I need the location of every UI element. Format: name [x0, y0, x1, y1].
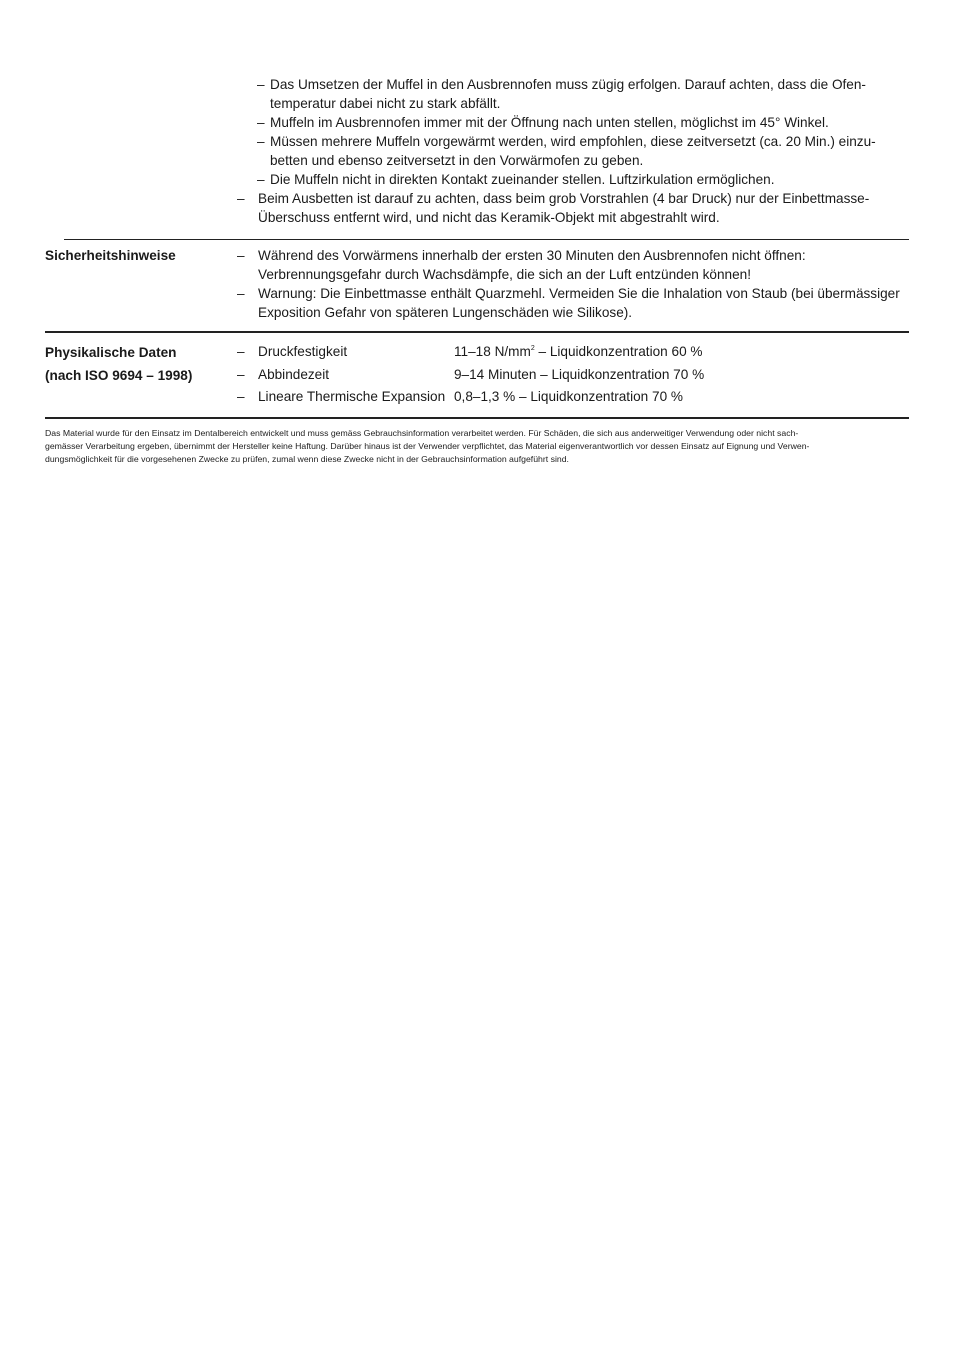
table-row — [237, 386, 909, 409]
list-item — [237, 246, 909, 284]
list-dash: – — [237, 191, 245, 206]
section-divider — [45, 331, 909, 333]
list-item — [257, 170, 909, 189]
property-name: Abbindezeit — [258, 366, 330, 382]
list-dash: – — [237, 248, 245, 263]
table-row — [237, 341, 909, 364]
physical-heading — [45, 341, 192, 387]
disclaimer — [45, 427, 915, 467]
list-item-text: Exposition Gefahr von späteren Lungenschäden wie Silikose). — [258, 305, 633, 320]
disclaimer-line: dungsmöglichkeit für die vorgesehenen Zwecke zu prüfen, zumal wenn diese Zwecke nicht in der Gebrauchsinformation aufgeführt sind. — [45, 454, 569, 465]
section-divider — [64, 239, 909, 240]
safety-section — [237, 246, 909, 322]
list-item-text: Beim Ausbetten ist darauf zu achten, dass beim grob Vorstrahlen (4 bar Druck) nur der Einbettmasse- — [258, 191, 870, 206]
list-dash: – — [257, 172, 265, 187]
list-item-text: Verbrennungsgefahr durch Wachsdämpfe, die sich an der Luft entzünden können! — [258, 267, 751, 282]
list-item — [257, 113, 909, 132]
list-item — [237, 189, 909, 227]
physical-data-table — [237, 341, 909, 409]
table-row — [237, 364, 909, 387]
property-name: Lineare Thermische Expansion — [258, 389, 446, 404]
property-value: 0,8–1,3 % – Liquidkonzentration 70 % — [454, 389, 683, 404]
disclaimer-line: gemässer Verarbeitung ergeben, übernimmt der Hersteller keine Haftung. Darüber hinaus ist der Verwender verpflichtet, das Material eigenverantwortlich vor dessen Einsatz auf Eignung und Verwen- — [45, 441, 810, 452]
list-dash: – — [257, 115, 265, 130]
list-item — [237, 284, 909, 322]
safety-heading: Sicherheitshinweise — [45, 248, 176, 263]
list-item-text: betten und ebenso zeitversetzt in den Vorwärmofen zu geben. — [270, 153, 644, 168]
list-dash: – — [237, 344, 245, 359]
list-item-text: Warnung: Die Einbettmasse enthält Quarzmehl. Vermeiden Sie die Inhalation von Staub (bei übermässiger — [258, 286, 900, 301]
list-dash: – — [257, 77, 265, 92]
list-item-text: Das Umsetzen der Muffel in den Ausbrennofen muss zügig erfolgen. Darauf achten, dass die Ofen- — [270, 77, 866, 92]
property-value: 11–18 $N/mm^2$ – Liquidkonzentration 60 % — [454, 344, 703, 359]
physical-heading-line: (nach ISO 9694 – 1998) — [45, 368, 193, 383]
list-item-text: Während des Vorwärmens innerhalb der ersten 30 Minuten den Ausbrennofen nicht öffnen: — [258, 248, 806, 263]
list-item-text: temperatur dabei nicht zu stark abfällt. — [270, 96, 501, 111]
list-dash: – — [237, 389, 245, 404]
list-item — [257, 75, 909, 113]
list-item-text: Müssen mehrere Muffeln vorgewärmt werden, wird empfohlen, diese zeitversetzt (ca. 20 Min.) einzu- — [270, 134, 876, 149]
list-item-text: Die Muffeln nicht in direkten Kontakt zueinander stellen. Luftzirkulation ermöglichen. — [270, 172, 775, 187]
disclaimer-line: Das Material wurde für den Einsatz im Dentalbereich entwickelt und muss gemäss Gebrauchsinformation verarbeitet werden. Für Schäden, die sich aus anderweitiger Verwendung oder nicht sach- — [45, 428, 799, 438]
list-item-text: Muffeln im Ausbrennofen immer mit der Öffnung nach unten stellen, möglichst im 45° Winkel. — [270, 115, 829, 130]
section-divider — [45, 417, 909, 419]
list-dash: – — [237, 286, 245, 301]
property-name: Druckfestigkeit — [258, 344, 348, 359]
property-value: 9–14 Minuten – Liquidkonzentration 70 % — [454, 366, 705, 382]
physical-heading-line: Physikalische Daten — [45, 345, 177, 360]
list-item-text: Überschuss entfernt wird, und nicht das Keramik-Objekt mit abgestrahlt wird. — [258, 210, 720, 225]
intro-section — [237, 75, 909, 227]
list-dash: – — [257, 134, 265, 149]
list-dash: – — [237, 366, 245, 382]
list-item — [257, 132, 909, 170]
